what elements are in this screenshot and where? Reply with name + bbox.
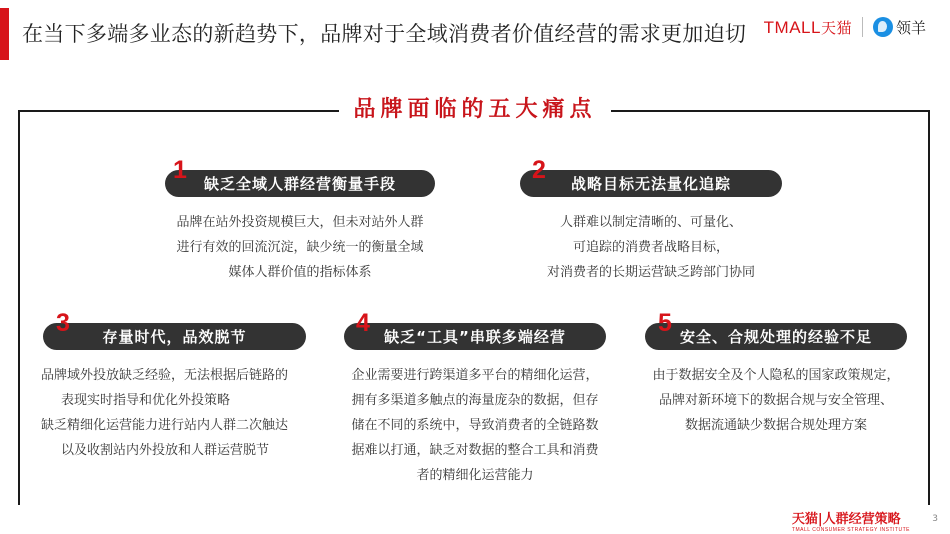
pain-point-label: 安全、合规处理的经验不足 <box>645 323 907 350</box>
pain-point-number: 3 <box>56 309 70 337</box>
description-line: 缺乏精细化运营能力进行站内人群二次触达 <box>41 418 289 433</box>
pain-point-4 <box>344 309 606 488</box>
pain-point-header <box>165 156 435 197</box>
header-logos <box>764 14 926 40</box>
description-line: 品牌对新环境下的数据合规与安全管理、 <box>658 393 893 408</box>
title-accent-bar <box>0 8 9 60</box>
pain-point-description <box>645 363 907 438</box>
description-line: 表现实时指导和优化外投策略 <box>61 393 231 408</box>
description-line: 可追踪的消费者战略目标， <box>572 240 729 255</box>
description-line: 数据流通缺少数据合规处理方案 <box>684 418 867 433</box>
description-line: 对消费者的长期运营缺乏跨部门协同 <box>546 265 755 280</box>
pain-point-label: 缺乏全域人群经营衡量手段 <box>165 170 435 197</box>
logo-divider <box>862 17 863 37</box>
pain-point-description <box>344 363 606 488</box>
footer-logo-main: 天猫|人群经营策略 <box>791 512 901 527</box>
description-line: 以及收割站内外投放和人群运营脱节 <box>61 443 270 458</box>
description-line: 者的精细化运营能力 <box>416 468 534 483</box>
pain-point-2 <box>520 156 782 285</box>
pain-point-5 <box>645 309 907 438</box>
description-line: 进行有效的回流沉淀，缺少统一的衡量全域 <box>176 240 424 255</box>
pain-point-number: 1 <box>173 156 187 184</box>
description-line: 品牌域外投放缺乏经验，无法根据后链路的 <box>41 368 289 383</box>
pain-point-description <box>41 363 306 463</box>
description-line: 由于数据安全及个人隐私的国家政策规定， <box>652 368 900 383</box>
pain-point-label: 存量时代，品效脱节 <box>43 323 306 350</box>
page-number: 3 <box>932 514 938 524</box>
tmall-logo-cn: 天猫 <box>820 18 852 37</box>
pain-point-header <box>43 309 306 350</box>
footer-logo <box>792 508 910 533</box>
pain-point-header <box>645 309 907 350</box>
pain-point-3 <box>41 309 306 463</box>
footer-logo-sub: TMALL CONSUMER STRATEGY INSTITUTE <box>791 527 910 533</box>
pain-point-1 <box>165 156 435 285</box>
pain-point-number: 4 <box>356 309 370 337</box>
lingyang-logo-icon <box>873 17 893 37</box>
pain-point-label: 缺乏“工具”串联多端经营 <box>344 323 606 350</box>
description-line: 企业需要进行跨渠道多平台的精细化运营， <box>351 368 599 383</box>
pain-point-header <box>344 309 606 350</box>
description-line: 品牌在站外投资规模巨大，但未对站外人群 <box>176 215 424 230</box>
section-title-text: 品牌面临的五大痛点 <box>339 95 610 125</box>
pain-point-description <box>165 210 435 285</box>
page-title: 在当下多端多业态的新趋势下，品牌对于全域消费者价值经营的需求更加迫切 <box>22 22 747 46</box>
pain-point-number: 2 <box>532 156 546 184</box>
lingyang-logo-text: 领羊 <box>895 18 926 37</box>
pain-point-description <box>520 210 782 285</box>
description-line: 据难以打通，缺乏对数据的整合工具和消费 <box>351 443 599 458</box>
description-line: 媒体人群价值的指标体系 <box>228 265 372 280</box>
tmall-logo-latin: TMALL <box>763 17 821 37</box>
pain-point-header <box>520 156 782 197</box>
description-line: 人群难以制定清晰的、可量化、 <box>559 215 742 230</box>
tmall-logo <box>764 17 852 38</box>
pain-point-number: 5 <box>658 309 672 337</box>
description-line: 拥有多渠道多触点的海量庞杂的数据，但存 <box>351 393 599 408</box>
pain-point-label: 战略目标无法量化追踪 <box>520 170 782 197</box>
description-line: 储在不同的系统中，导致消费者的全链路数 <box>351 418 599 433</box>
